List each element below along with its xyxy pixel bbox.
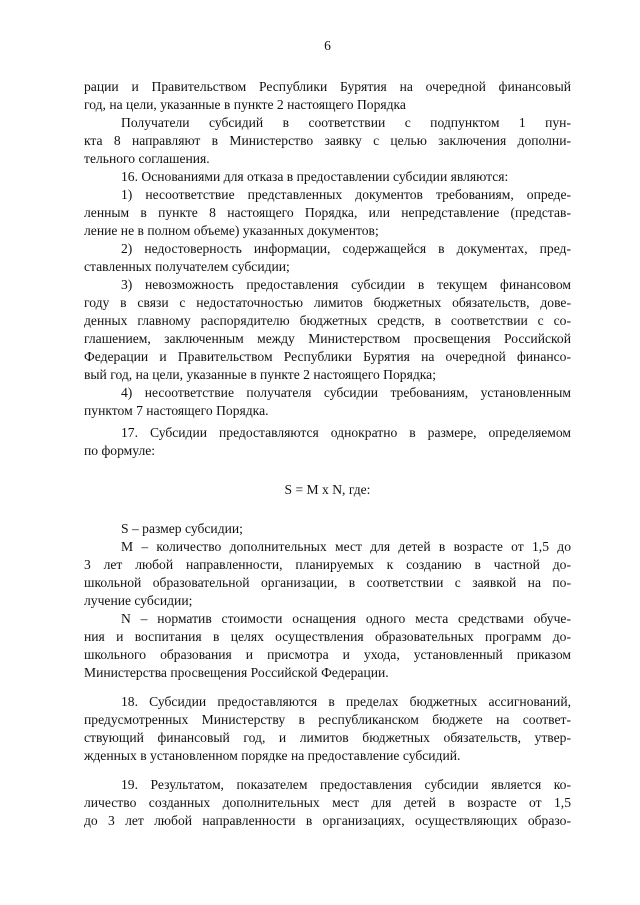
text-line: 3) невозможность предоставления субсидии в текущем финансовом bbox=[121, 277, 571, 292]
text-line: ния и воспитания в целях осуществления образовательных программ до- bbox=[84, 629, 571, 644]
text-line: пунктом 7 настоящего Порядка. bbox=[84, 403, 269, 418]
text-line: 16. Основаниями для отказа в предоставлении субсидии являются: bbox=[121, 169, 509, 184]
text-line: Федерации и Правительством Республики Бурятия на очередной финансо- bbox=[84, 349, 571, 364]
document-page bbox=[84, 0, 571, 905]
text-line: личество созданных дополнительных мест для детей в возрасте от 1,5 bbox=[84, 795, 571, 810]
text-line: глашением, заключенным между Министерством просвещения Российской bbox=[84, 331, 571, 346]
text-line: школьной образовательной организации, в соответствии с заявкой на по- bbox=[84, 575, 571, 590]
text-line: рации и Правительством Республики Бурятия на очередной финансовый bbox=[84, 79, 571, 94]
text-line: школьного образования и присмотра и ухода, установленный приказом bbox=[84, 647, 571, 662]
text-line: 17. Субсидии предоставляются однократно в размере, определяемом bbox=[121, 425, 571, 440]
text-line: лучение субсидии; bbox=[84, 593, 193, 608]
text-line: ствующий финансовый год, и лимитов бюджетных обязательств, утвер- bbox=[84, 730, 571, 745]
text-line: ление не в полном объеме) указанных документов; bbox=[84, 223, 379, 238]
text-line: 4) несоответствие получателя субсидии требованиям, установленным bbox=[121, 385, 571, 400]
text-line: ставленных получателем субсидии; bbox=[84, 259, 290, 274]
formula: S = M x N, где: bbox=[284, 482, 371, 497]
text-line: M – количество дополнительных мест для детей в возрасте от 1,5 до bbox=[121, 539, 571, 554]
text-line: 2) недостоверность информации, содержащейся в документах, пред- bbox=[121, 241, 571, 256]
text-line: 19. Результатом, показателем предоставления субсидии является ко- bbox=[121, 777, 571, 792]
text-line: вый год, на цели, указанные в пункте 2 настоящего Порядка; bbox=[84, 367, 436, 382]
text-line: ленным в пункте 8 настоящего Порядка, или непредставление (представ- bbox=[84, 205, 571, 220]
text-line: Министерства просвещения Российской Федерации. bbox=[84, 665, 389, 680]
text-line: 18. Субсидии предоставляются в пределах бюджетных ассигнований, bbox=[121, 694, 571, 709]
text-line: 3 лет любой направленности, планируемых к созданию в частной до- bbox=[84, 557, 571, 572]
text-line: год, на цели, указанные в пункте 2 настоящего Порядка bbox=[84, 97, 406, 112]
text-line: жденных в установленном порядке на предоставление субсидий. bbox=[84, 748, 461, 763]
text-line: 1) несоответствие представленных документов требованиям, опреде- bbox=[121, 187, 571, 202]
page-number: 6 bbox=[324, 38, 331, 53]
text-line: кта 8 направляют в Министерство заявку с целью заключения дополни- bbox=[84, 133, 571, 148]
text-line: N – норматив стоимости оснащения одного места средствами обуче- bbox=[121, 611, 571, 626]
text-line: году в связи с недостаточностью лимитов бюджетных обязательств, дове- bbox=[84, 295, 571, 310]
text-line: по формуле: bbox=[84, 443, 156, 458]
text-line: до 3 лет любой направленности в организациях, осуществляющих образо- bbox=[84, 813, 571, 828]
text-line: денных главному распорядителю бюджетных средств, в соответствии с со- bbox=[84, 313, 571, 328]
text-line: Получатели субсидий в соответствии с подпунктом 1 пун- bbox=[121, 115, 571, 130]
text-line: предусмотренных Министерству в республиканском бюджете на соответ- bbox=[84, 712, 571, 727]
text-line: S – размер субсидии; bbox=[121, 521, 243, 536]
text-line: тельного соглашения. bbox=[84, 151, 210, 166]
